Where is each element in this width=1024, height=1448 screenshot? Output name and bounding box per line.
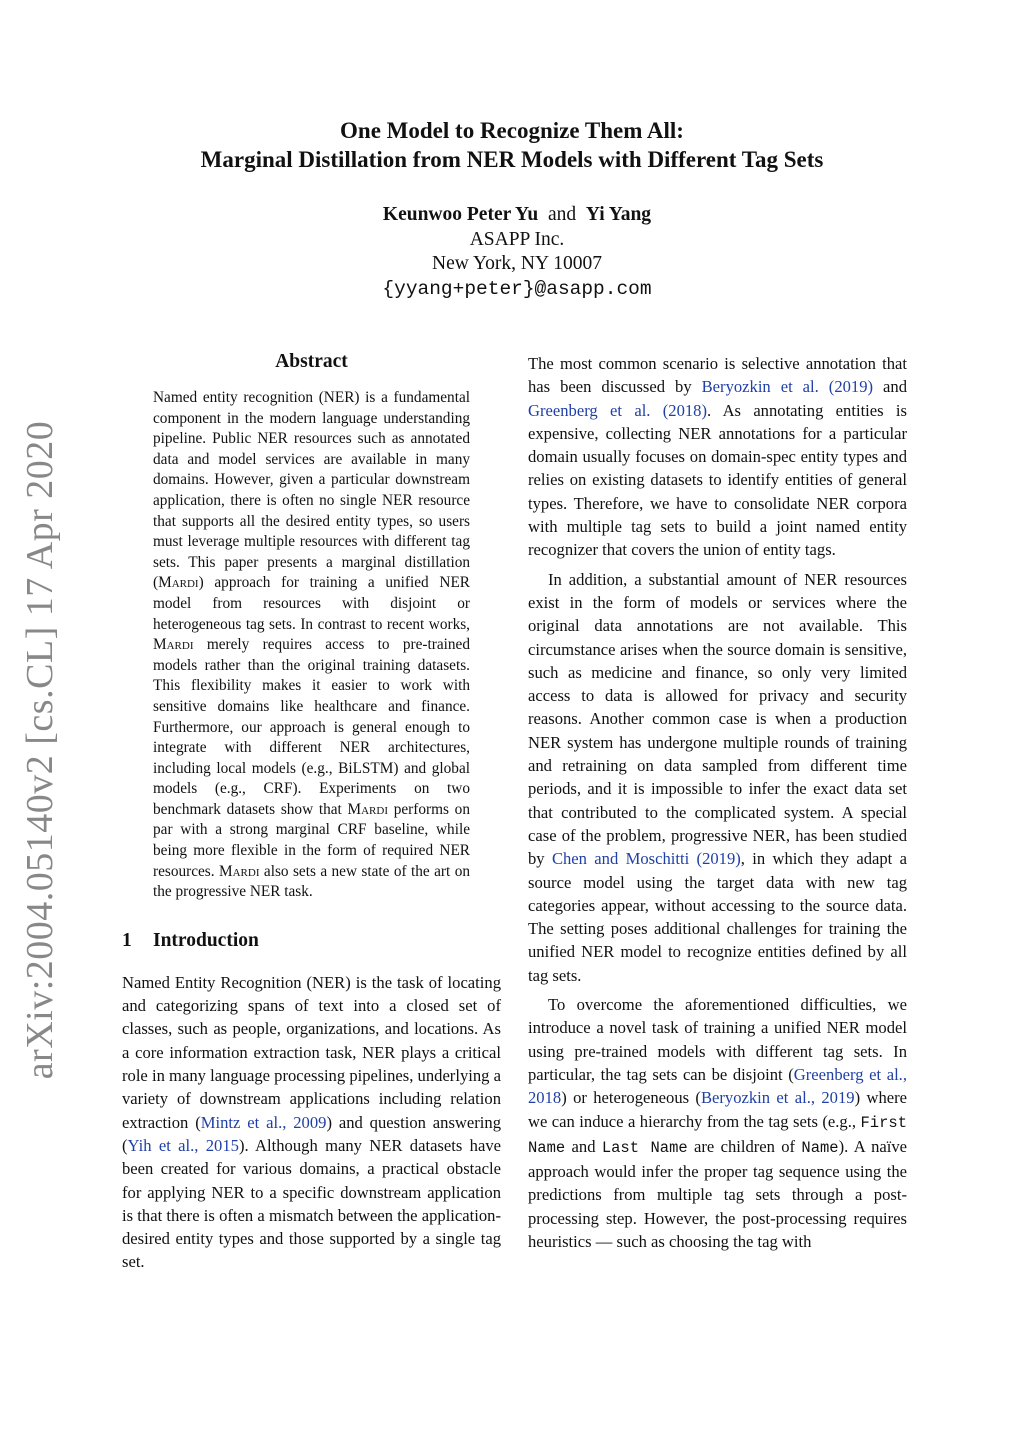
text-run: are children of [687, 1136, 802, 1156]
title-line-1: One Model to Recognize Them All: [340, 118, 684, 143]
email: {yyang+peter}@asapp.com [382, 277, 652, 300]
author-1: Keunwoo Peter Yu [382, 204, 539, 225]
mardi-name: Mardi [158, 574, 199, 592]
text-run: ). A naïve approach would infer the proper tag sequence using the predictions from multiple tag sets through a post-processing step. However, the post-processing requires heuristics — such as choosing the tag with [528, 1136, 908, 1251]
author-2: Yi Yang [585, 204, 652, 225]
section-heading-introduction [122, 929, 501, 953]
text-run: To overcome the aforementioned difficulties, we introduce a novel task of training a unified NER model using pre-trained models with different tag sets. In particular, the tag sets can be disjoint ( [528, 995, 907, 1084]
citation-greenberg-2018[interactable]: Greenberg et al., 2018 [528, 1064, 907, 1108]
intro-paragraph-1: Named Entity Recognition (NER) is the task of locating and categorizing spans of text into a closed set of classes, such as people, organizations, and locations. As a core information extraction task, NER plays a critical role in many language processing pipelines, underlying a variety of downstream applications including relation extraction (Mintz et al., 2009) and question answering (Yih et al., 2015). Although many NER datasets have been created for various domains, a practical obstacle for applying NER to a specific downstream application is that there is often a mismatch between the application-desired entity types and those supported by a single tag set. [122, 972, 501, 1272]
title-line-2: Marginal Distillation from NER Models with Different Tag Sets [200, 147, 824, 172]
citation-beryozkin-2019[interactable]: Beryozkin et al., 2019 [700, 1088, 855, 1108]
citation-beryozkin-2019[interactable]: Beryozkin et al. (2019) [701, 377, 874, 397]
text-run: ) where we can induce a hierarchy from the tag sets (e.g., [528, 1088, 907, 1131]
arxiv-watermark: arXiv:2004.05140v2 [cs.CL] 17 Apr 2020 [19, 420, 61, 1080]
intro-paragraph-3 [528, 993, 907, 1253]
text-run: and [873, 377, 907, 397]
right-column [528, 352, 907, 1253]
code-name: Name [801, 1138, 839, 1157]
citation-mintz-2009[interactable]: Mintz et al., 2009 [200, 1112, 327, 1132]
text-run: The most common scenario is selective annotation that has been discussed by [528, 354, 907, 397]
author-names [0, 203, 1024, 228]
intro-paragraph-2 [528, 568, 907, 987]
author-conjunction: and [547, 204, 577, 225]
code-last-name: Last Name [601, 1138, 688, 1157]
text-run: , in which they adapt a source model using the target data with new tag categories appear, without accessing to the source data. The setting poses additional challenges for training the unified NER model to recognize entities defined by all tag sets. [528, 849, 907, 985]
section-number: 1 [122, 929, 132, 951]
mardi-name: Mardi [347, 800, 389, 818]
left-column [122, 350, 501, 1274]
text-run: ) or heterogeneous ( [561, 1088, 701, 1108]
text-run: . As annotating entities is expensive, collecting NER annotations for a particular domain usually focuses on domain-spec entity types and relies on existing datasets to identify entities of general types. Therefore, we have to consolidate NER corpora with multiple tag sets to build a joint named entity recognizer that covers the union of entity tags. [528, 400, 907, 560]
section-title: Introduction [153, 929, 259, 951]
author-block [0, 203, 1024, 301]
citation-greenberg-2018[interactable]: Greenberg et al. (2018) [528, 400, 708, 420]
location: New York, NY 10007 [432, 253, 602, 274]
citation-yih-2015[interactable]: Yih et al., 2015 [127, 1135, 239, 1155]
text-run: and [565, 1136, 602, 1156]
code-first-name: First Name [528, 1113, 907, 1157]
paper-title [0, 116, 1024, 174]
intro-paragraph-1-continued [528, 352, 907, 562]
affiliation: ASAPP Inc. [469, 228, 565, 250]
mardi-name: Mardi [219, 862, 260, 880]
abstract-text: Named entity recognition (NER) is a fundamental component in the modern language understanding pipeline. Public NER resources such as annotated data and model services are available in many domains. However, given a particular downstream application, there is often no single NER resource that supports all the desired entity types, so users must leverage multiple resources with different tag sets. This paper presents a marginal distillation (Mardi) approach for training a unified NER model from resources with disjoint or heterogeneous tag sets. In contrast to recent works, Mardi merely requires access to pre-trained models rather than the original training datasets. This flexibility makes it easier to work with sensitive domains like healthcare and finance. Furthermore, our approach is general enough to integrate with different NER architectures, including local models (e.g., BiLSTM) and global models (e.g., CRF). Experiments on two benchmark datasets show that Mardi performs on par with a strong marginal CRF baseline, while being more flexible in the form of required NER resources. Mardi also sets a new state of the art on the progressive NER task. [153, 389, 470, 901]
mardi-name: Mardi [153, 636, 194, 654]
abstract-heading: Abstract [275, 351, 348, 372]
text-run: In addition, a substantial amount of NER resources exist in the form of models or services where the original data annotations are not available. This circumstance arises when the source domain is sensitive, such as medicine and finance, so only very limited access to data is allowed for privacy and security reasons. Another common case is when a production NER system has undergone multiple rounds of training and retraining on data sampled from different time periods, and it is impossible to infer the exact data set that contributed to the complicated system. A special case of the problem, progressive NER, has been studied by [528, 569, 907, 869]
citation-chen-moschitti-2019[interactable]: Chen and Moschitti (2019) [551, 849, 741, 869]
